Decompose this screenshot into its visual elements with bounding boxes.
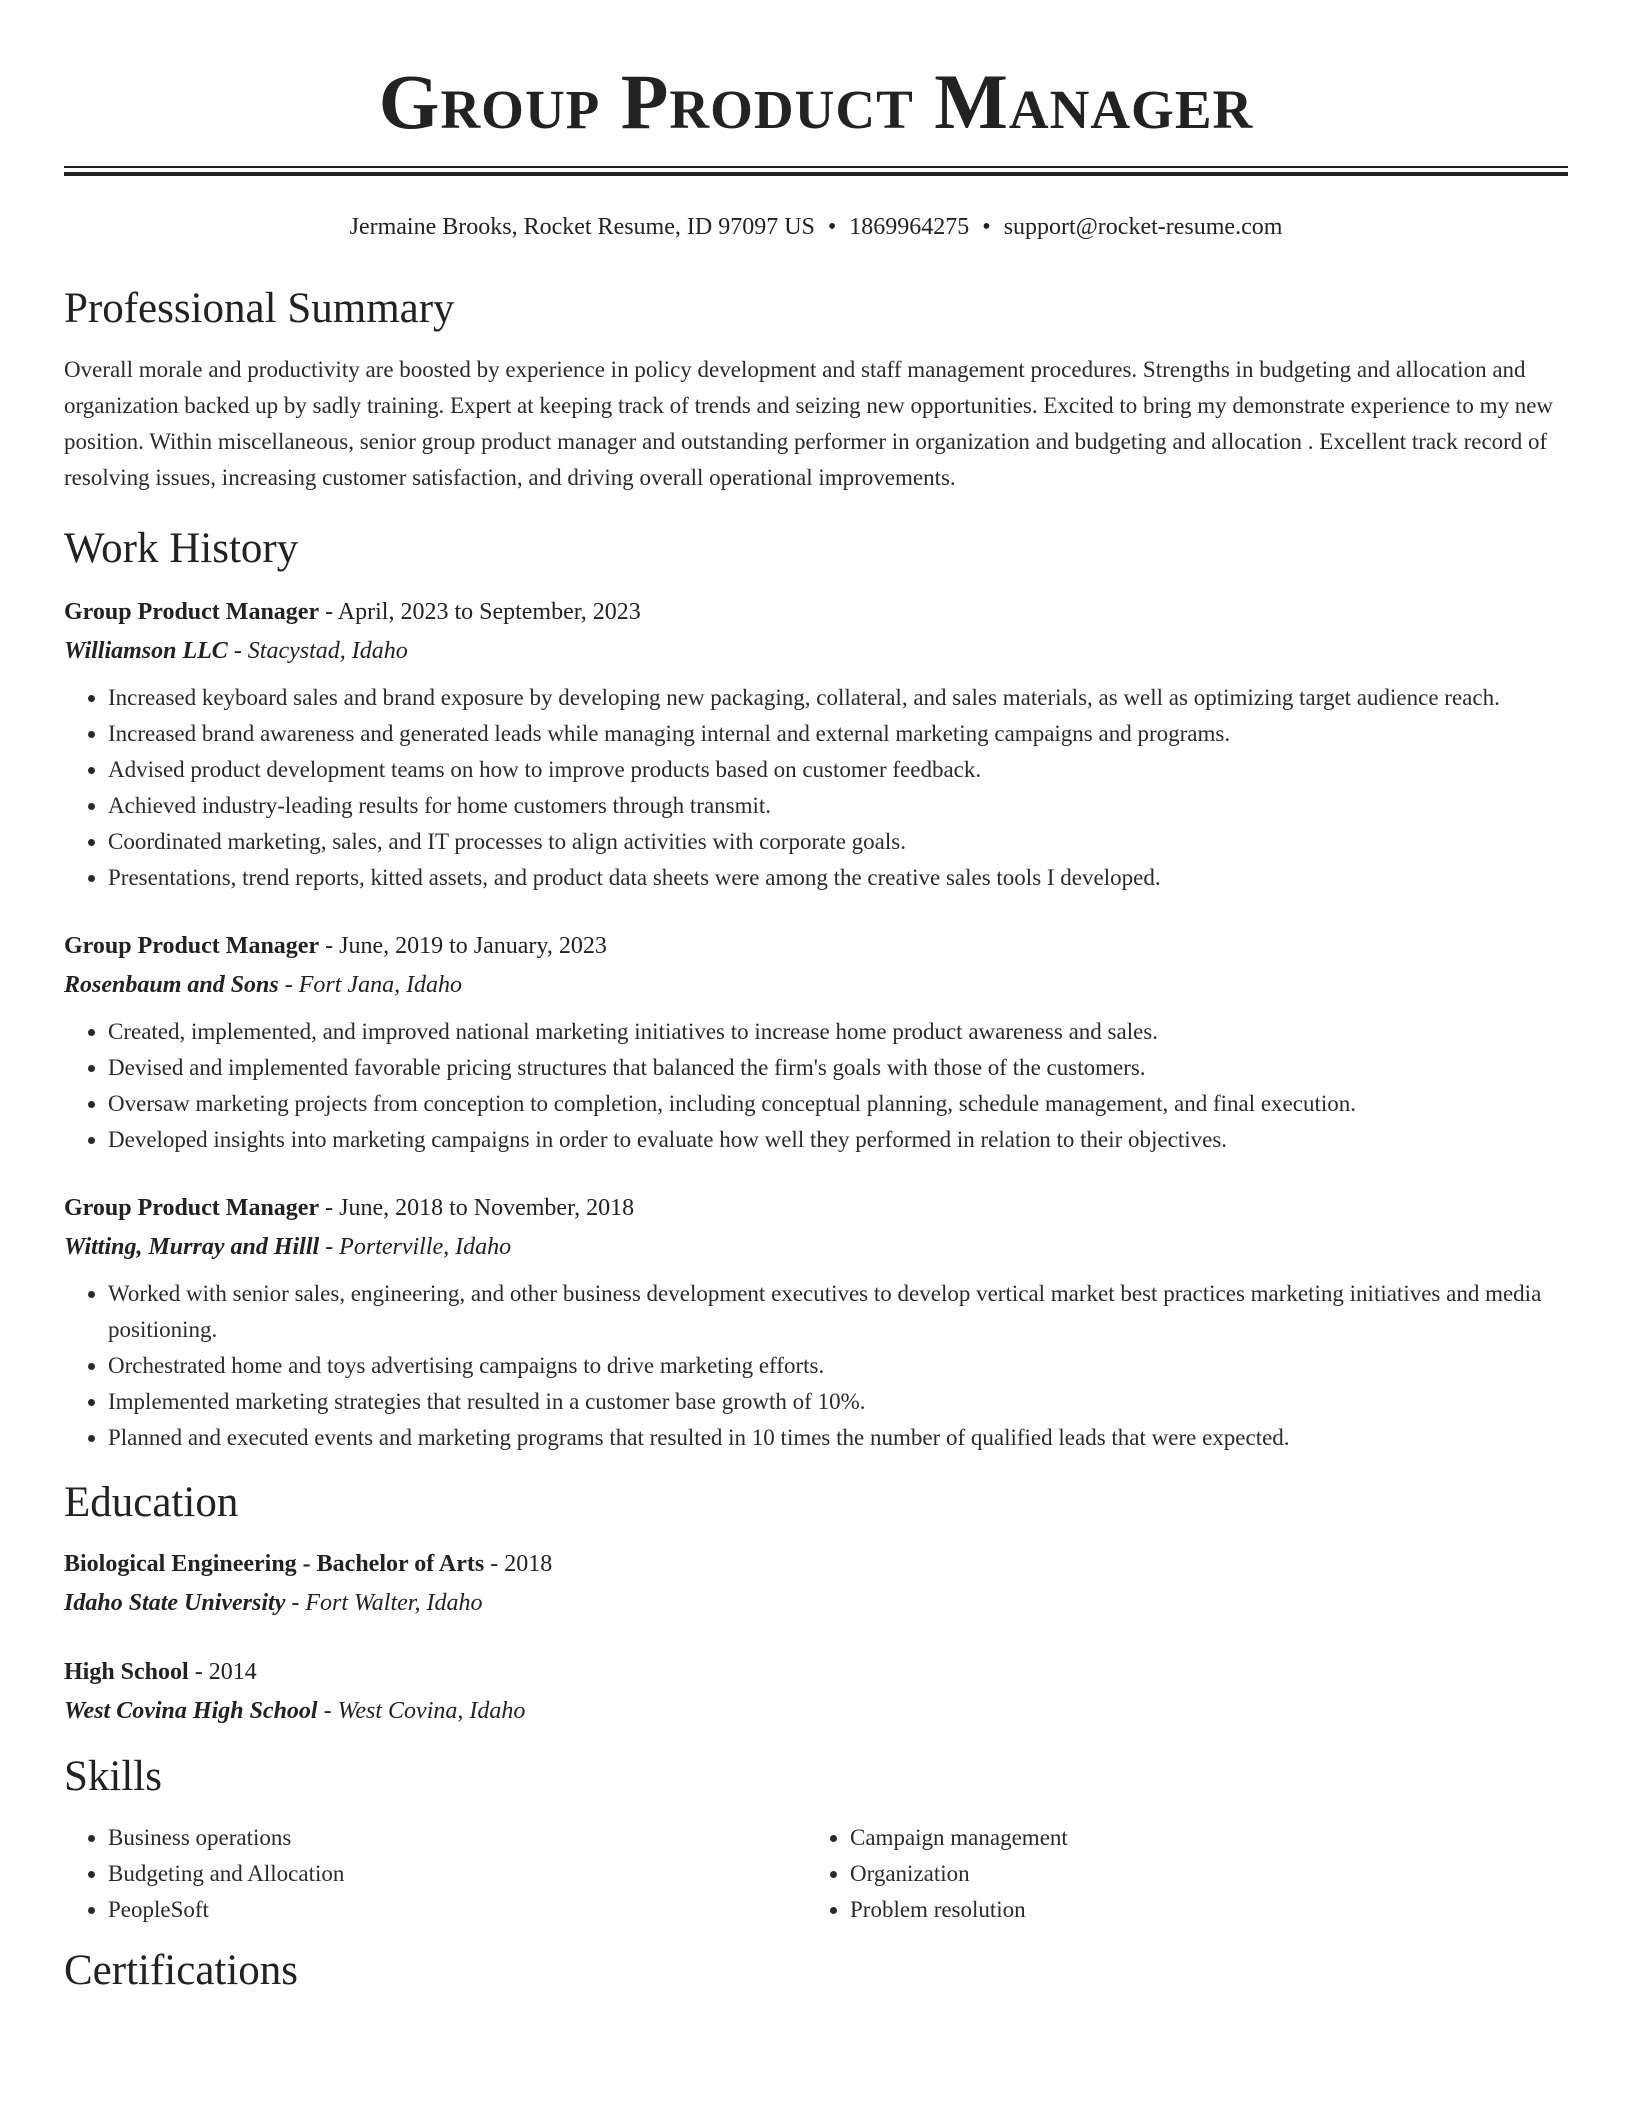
job-bullet: • Achieved industry-leading results for home customers through transmit. <box>108 788 1568 824</box>
job-entry <box>64 926 1568 1158</box>
job-bullet: • Oversaw marketing projects from conception to completion, including conceptual planning, schedule management, and final execution. <box>108 1086 1568 1122</box>
education-degree-line <box>64 1544 1568 1584</box>
contact-separator: • <box>827 214 837 240</box>
contact-email: support@rocket-resume.com <box>1003 214 1283 240</box>
skills-list <box>806 1820 1548 1928</box>
job-bullet: • Presentations, trend reports, kitted assets, and product data sheets were among the creative sales tools I developed. <box>108 860 1568 896</box>
contact-line <box>64 212 1568 242</box>
skill-item: • PeopleSoft <box>108 1892 806 1928</box>
skills-column-right <box>806 1820 1548 1928</box>
job-company: Williamson LLC <box>64 638 228 664</box>
contact-separator: • <box>982 214 991 240</box>
job-title: Group Product Manager <box>64 933 320 959</box>
summary-text: Overall morale and productivity are boosted by experience in policy development and staff management procedures. Strengths in budgeting and allocation and organization backed up by sadly training. Expert at keeping track of trends and seizing new opportunities. Excited to bring my demonstrate experience to my new position. Within miscellaneous, senior group product manager and outstanding performer in organization and budgeting and allocation . Excellent track record of resolving issues, increasing customer satisfaction, and driving overall operational improvements. <box>64 357 1554 490</box>
job-location: - Stacystad, Idaho <box>227 638 408 664</box>
education-year: - 2014 <box>188 1659 257 1685</box>
contact-location: Jermaine Brooks, Rocket Resume, ID 97097 US <box>349 214 815 240</box>
job-bullet: • Created, implemented, and improved national marketing initiatives to increase home product awareness and sales. <box>108 1014 1568 1050</box>
job-title-line <box>64 926 1568 966</box>
education-location: - West Covina, Idaho <box>317 1698 526 1724</box>
job-bullet: • Devised and implemented favorable pricing structures that balanced the firm's goals with those of the customers. <box>108 1050 1568 1086</box>
skills-grid <box>64 1820 1568 1928</box>
skills-column-left <box>64 1820 806 1928</box>
education-location: - Fort Walter, Idaho <box>285 1590 483 1616</box>
job-bullet: • Increased brand awareness and generated leads while managing internal and external marketing campaigns and programs. <box>108 716 1568 752</box>
job-dates: - June, 2019 to January, 2023 <box>319 933 607 959</box>
resume-title: Group Product Manager <box>378 58 1254 145</box>
title-divider <box>64 166 1568 176</box>
education-degree-line <box>64 1652 1568 1692</box>
education-school: West Covina High School <box>64 1698 318 1724</box>
job-company: Witting, Murray and Hilll <box>64 1234 320 1260</box>
job-bullet: • Planned and executed events and marketing programs that resulted in 10 times the number of qualified leads that were expected. <box>108 1420 1568 1456</box>
skill-item: • Organization <box>850 1856 1548 1892</box>
job-entry <box>64 592 1568 896</box>
education-entry <box>64 1652 1568 1730</box>
education-heading: Education <box>64 1479 239 1526</box>
job-dates: - April, 2023 to September, 2023 <box>319 599 641 625</box>
job-bullet: • Increased keyboard sales and brand exposure by developing new packaging, collateral, and sales materials, as well as optimizing target audience reach. <box>108 680 1568 716</box>
job-title: Group Product Manager <box>64 1195 320 1221</box>
job-company: Rosenbaum and Sons <box>64 972 279 998</box>
education-year: - 2018 <box>484 1551 553 1577</box>
job-company-line <box>64 966 1568 1004</box>
education-school: Idaho State University <box>64 1590 286 1616</box>
job-bullet: • Orchestrated home and toys advertising campaigns to drive marketing efforts. <box>108 1348 1568 1384</box>
job-bullet: • Coordinated marketing, sales, and IT processes to align activities with corporate goals. <box>108 824 1568 860</box>
education-school-line <box>64 1584 1568 1622</box>
job-location: - Porterville, Idaho <box>319 1234 512 1260</box>
job-title: Group Product Manager <box>64 599 320 625</box>
contact-phone: 1869964275 <box>849 214 970 240</box>
skills-list <box>64 1820 806 1928</box>
skill-item: • Campaign management <box>850 1820 1548 1856</box>
job-dates: - June, 2018 to November, 2018 <box>319 1195 635 1221</box>
job-bullets <box>64 1014 1568 1158</box>
skill-item: • Budgeting and Allocation <box>108 1856 806 1892</box>
education-degree: High School <box>64 1659 189 1685</box>
job-location: - Fort Jana, Idaho <box>278 972 463 998</box>
summary-heading: Professional Summary <box>64 285 455 332</box>
skill-item: • Business operations <box>108 1820 806 1856</box>
job-entry <box>64 1188 1568 1456</box>
education-entry <box>64 1544 1568 1622</box>
job-title-line <box>64 592 1568 632</box>
job-bullet: • Developed insights into marketing campaigns in order to evaluate how well they performed in relation to their objectives. <box>108 1122 1568 1158</box>
job-bullets <box>64 1276 1568 1456</box>
job-company-line <box>64 632 1568 670</box>
job-bullet: • Implemented marketing strategies that resulted in a customer base growth of 10%. <box>108 1384 1568 1420</box>
education-school-line <box>64 1692 1568 1730</box>
skill-item: • Problem resolution <box>850 1892 1548 1928</box>
job-title-line <box>64 1188 1568 1228</box>
certifications-heading: Certifications <box>64 1947 299 1994</box>
job-bullets <box>64 680 1568 896</box>
job-bullet: • Advised product development teams on how to improve products based on customer feedback. <box>108 752 1568 788</box>
skills-heading: Skills <box>64 1753 162 1800</box>
education-degree: Biological Engineering - Bachelor of Arts <box>64 1551 485 1577</box>
job-company-line <box>64 1228 1568 1266</box>
job-bullet: • Worked with senior sales, engineering, and other business development executives to develop vertical market best practices marketing initiatives and media positioning. <box>108 1276 1568 1348</box>
work-history-heading: Work History <box>64 525 299 572</box>
